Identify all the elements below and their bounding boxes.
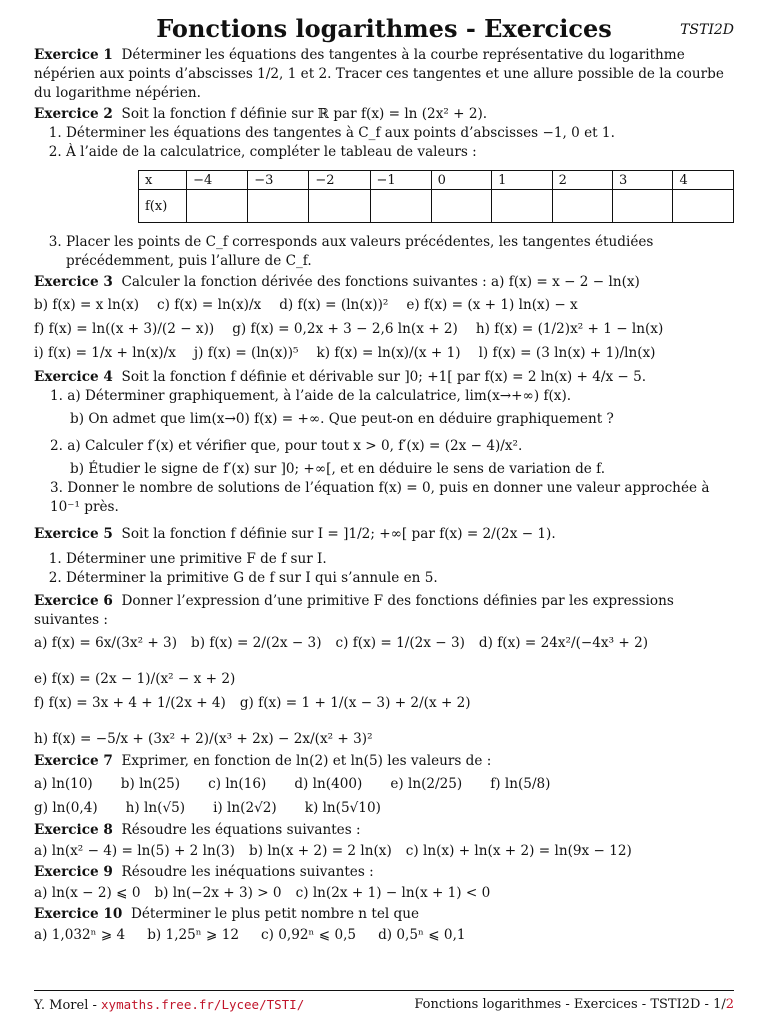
exercise-1: [34, 46, 734, 103]
formula: e) f(x) = (x + 1) ln(x) − x: [406, 297, 578, 313]
exercise-label: Exercice 2: [34, 106, 113, 122]
formula: h) f(x) = −5/x + (3x² + 2)/(x³ + 2x) − 2x/(x² + 3)²: [34, 731, 373, 747]
formula: d) ln(400): [294, 776, 363, 792]
empty-cell: [431, 190, 491, 223]
exercise-text: Résoudre les inéquations suivantes :: [121, 864, 374, 880]
question-line: 1. a) Déterminer graphiquement, à l’aide de la calculatrice, lim(x→+∞) f(x).: [50, 388, 572, 404]
exercise-2-list-cont: [34, 233, 734, 271]
formula: g) ln(0,4): [34, 800, 98, 816]
table-cell: 0: [431, 171, 491, 190]
course-code: TSTI2D: [680, 22, 734, 38]
formula-row: [34, 692, 734, 750]
formula: b) ln(25): [120, 776, 181, 792]
formula: e) f(x) = (2x − 1)/(x² − x + 2): [34, 671, 236, 687]
table-cell: −4: [187, 171, 248, 190]
formula: a) ln(10): [34, 776, 93, 792]
exercise-label: Exercice 5: [34, 526, 113, 542]
question-line: b) On admet que lim(x→0) f(x) = +∞. Que peut-on en déduire graphiquement ?: [70, 411, 614, 427]
page-title: Fonctions logarithmes - Exercices: [156, 14, 612, 43]
footer: [34, 990, 734, 1013]
site-link[interactable]: xymaths.free.fr/Lycee/TSTI/: [101, 997, 305, 1012]
formula: c) ln(2x + 1) − ln(x + 1) < 0: [295, 885, 491, 901]
formula: a) ln(x² − 4) = ln(5) + 2 ln(3): [34, 843, 235, 859]
footer-title: Fonctions logarithmes - Exercices - TSTI2D - 1/: [414, 997, 726, 1012]
table-cell: 2: [552, 171, 612, 190]
exercise-text: Soit la fonction f définie sur ℝ par f(x) = ln (2x² + 2).: [121, 106, 488, 122]
empty-cell: [370, 190, 431, 223]
table-cell: −3: [248, 171, 309, 190]
formula: j) f(x) = (ln(x))⁵: [193, 345, 299, 361]
empty-cell: [248, 190, 309, 223]
exercise-6: [34, 592, 734, 630]
exercise-2: [34, 105, 734, 124]
formula-row: [34, 632, 734, 690]
formula: i) ln(2√2): [213, 800, 277, 816]
formula: b) f(x) = x ln(x): [34, 297, 140, 313]
empty-cell: [673, 190, 734, 223]
exercise-text: Déterminer le plus petit nombre n tel que: [130, 906, 420, 922]
question-line: b) Étudier le signe de f′(x) sur ]0; +∞[, et en déduire le sens de variation de f.: [70, 461, 606, 477]
formula: d) f(x) = 24x²/(−4x³ + 2): [478, 635, 649, 651]
formula-row: [34, 797, 734, 819]
formula-row: [34, 294, 734, 316]
formula: b) ln(x + 2) = 2 ln(x): [249, 843, 392, 859]
formula: c) ln(16): [208, 776, 267, 792]
exercise-text: Déterminer les équations des tangentes à la courbe représentative du logarithme népérien aux points d’abscisses 1/2, 1 et 2. Tracer ces tangentes et une allure possible de la courbe du logarithme népérien.: [34, 47, 724, 101]
formula: d) f(x) = (ln(x))²: [279, 297, 389, 313]
formula-row: [34, 342, 734, 364]
exercise-4: [34, 368, 734, 387]
formula: b) ln(−2x + 3) > 0: [154, 885, 282, 901]
formula: a) f(x) = 6x/(3x² + 3): [34, 635, 178, 651]
table-cell: 3: [613, 171, 673, 190]
exercise-2-list: [34, 124, 734, 162]
formula-row: [34, 842, 734, 861]
exercise-label: Exercice 4: [34, 369, 113, 385]
formula: d) 0,5ⁿ ⩽ 0,1: [378, 927, 466, 943]
header: [34, 12, 734, 44]
exercise-text: Soit la fonction f définie et dérivable sur ]0; +1[ par f(x) = 2 ln(x) + 4/x − 5.: [121, 369, 647, 385]
empty-cell: [613, 190, 673, 223]
exercise-3: [34, 273, 734, 292]
formula: f) ln(5/8): [490, 776, 551, 792]
formula: c) f(x) = 1/(2x − 3): [335, 635, 465, 651]
list-item: 1. Déterminer une primitive F de f sur I.: [66, 550, 734, 569]
empty-cell: [309, 190, 370, 223]
formula: i) f(x) = 1/x + ln(x)/x: [34, 345, 176, 361]
formula: a) 1,032ⁿ ⩾ 4: [34, 927, 126, 943]
exercise-text: Calculer la fonction dérivée des fonctions suivantes : a) f(x) = x − 2 − ln(x): [121, 274, 640, 290]
exercise-text: Donner l’expression d’une primitive F des fonctions définies par les expressions suivantes :: [34, 593, 674, 628]
formula-row: [34, 884, 734, 903]
list-item: 3. Placer les points de C_f corresponds aux valeurs précédentes, les tangentes étudiées précédemment, puis l’allure de C_f.: [66, 233, 734, 271]
exercise-9: [34, 863, 734, 882]
exercise-10: [34, 905, 734, 924]
formula: f) f(x) = ln((x + 3)/(2 − x)): [34, 321, 215, 337]
question-line: 2. a) Calculer f′(x) et vérifier que, pour tout x > 0, f′(x) = (2x − 4)/x².: [50, 438, 523, 454]
formula: b) 1,25ⁿ ⩾ 12: [147, 927, 240, 943]
footer-right: [414, 997, 734, 1013]
exercise-5: [34, 525, 734, 544]
formula: k) f(x) = ln(x)/(x + 1): [316, 345, 461, 361]
formula: c) 0,92ⁿ ⩽ 0,5: [261, 927, 357, 943]
exercise-label: Exercice 8: [34, 822, 113, 838]
list-item: 2. Déterminer la primitive G de f sur I qui s’annule en 5.: [66, 569, 734, 588]
formula: e) ln(2/25): [390, 776, 463, 792]
exercise-text: Résoudre les équations suivantes :: [121, 822, 361, 838]
page-total-link[interactable]: 2: [725, 997, 734, 1012]
table-cell: 1: [492, 171, 552, 190]
table-head: x: [139, 171, 187, 190]
table-cell: −1: [370, 171, 431, 190]
empty-cell: [492, 190, 552, 223]
formula: h) ln(√5): [125, 800, 186, 816]
table-head: f(x): [139, 190, 187, 223]
formula-row: [34, 318, 734, 340]
list-item: 1. Déterminer les équations des tangentes à C_f aux points d’abscisses −1, 0 et 1.: [66, 124, 734, 143]
formula: g) f(x) = 0,2x + 3 − 2,6 ln(x + 2): [232, 321, 458, 337]
exercise-8: [34, 821, 734, 840]
formula: g) f(x) = 1 + 1/(x − 3) + 2/(x + 2): [239, 695, 471, 711]
exercise-text: Soit la fonction f définie sur I = ]1/2; +∞[ par f(x) = 2/(2x − 1).: [121, 526, 556, 542]
empty-cell: [552, 190, 612, 223]
formula: k) ln(5√10): [304, 800, 381, 816]
exercise-label: Exercice 9: [34, 864, 113, 880]
formula-row: [34, 926, 734, 945]
value-table: [138, 170, 734, 223]
exercise-label: Exercice 3: [34, 274, 113, 290]
formula: b) f(x) = 2/(2x − 3): [191, 635, 322, 651]
document-page: [34, 12, 734, 947]
formula: c) f(x) = ln(x)/x: [157, 297, 262, 313]
formula: c) ln(x) + ln(x + 2) = ln(9x − 12): [405, 843, 632, 859]
exercise-7: [34, 752, 734, 771]
exercise-label: Exercice 6: [34, 593, 113, 609]
formula: f) f(x) = 3x + 4 + 1/(2x + 4): [34, 695, 226, 711]
empty-cell: [187, 190, 248, 223]
exercise-5-list: [34, 550, 734, 588]
table-cell: −2: [309, 171, 370, 190]
table-cell: 4: [673, 171, 734, 190]
question-line: 3. Donner le nombre de solutions de l’équation f(x) = 0, puis en donner une valeur approchée à 10⁻¹ près.: [50, 480, 710, 515]
exercise-label: Exercice 1: [34, 47, 113, 63]
exercise-label: Exercice 10: [34, 906, 123, 922]
formula: h) f(x) = (1/2)x² + 1 − ln(x): [475, 321, 664, 337]
formula: a) ln(x − 2) ⩽ 0: [34, 885, 141, 901]
formula-row: [34, 773, 734, 795]
footer-left: [34, 997, 304, 1013]
exercise-text: Exprimer, en fonction de ln(2) et ln(5) les valeurs de :: [121, 753, 492, 769]
author: Y. Morel -: [34, 998, 102, 1013]
list-item: 2. À l’aide de la calculatrice, compléter le tableau de valeurs :: [66, 143, 734, 162]
formula: l) f(x) = (3 ln(x) + 1)/ln(x): [478, 345, 656, 361]
exercise-label: Exercice 7: [34, 753, 113, 769]
